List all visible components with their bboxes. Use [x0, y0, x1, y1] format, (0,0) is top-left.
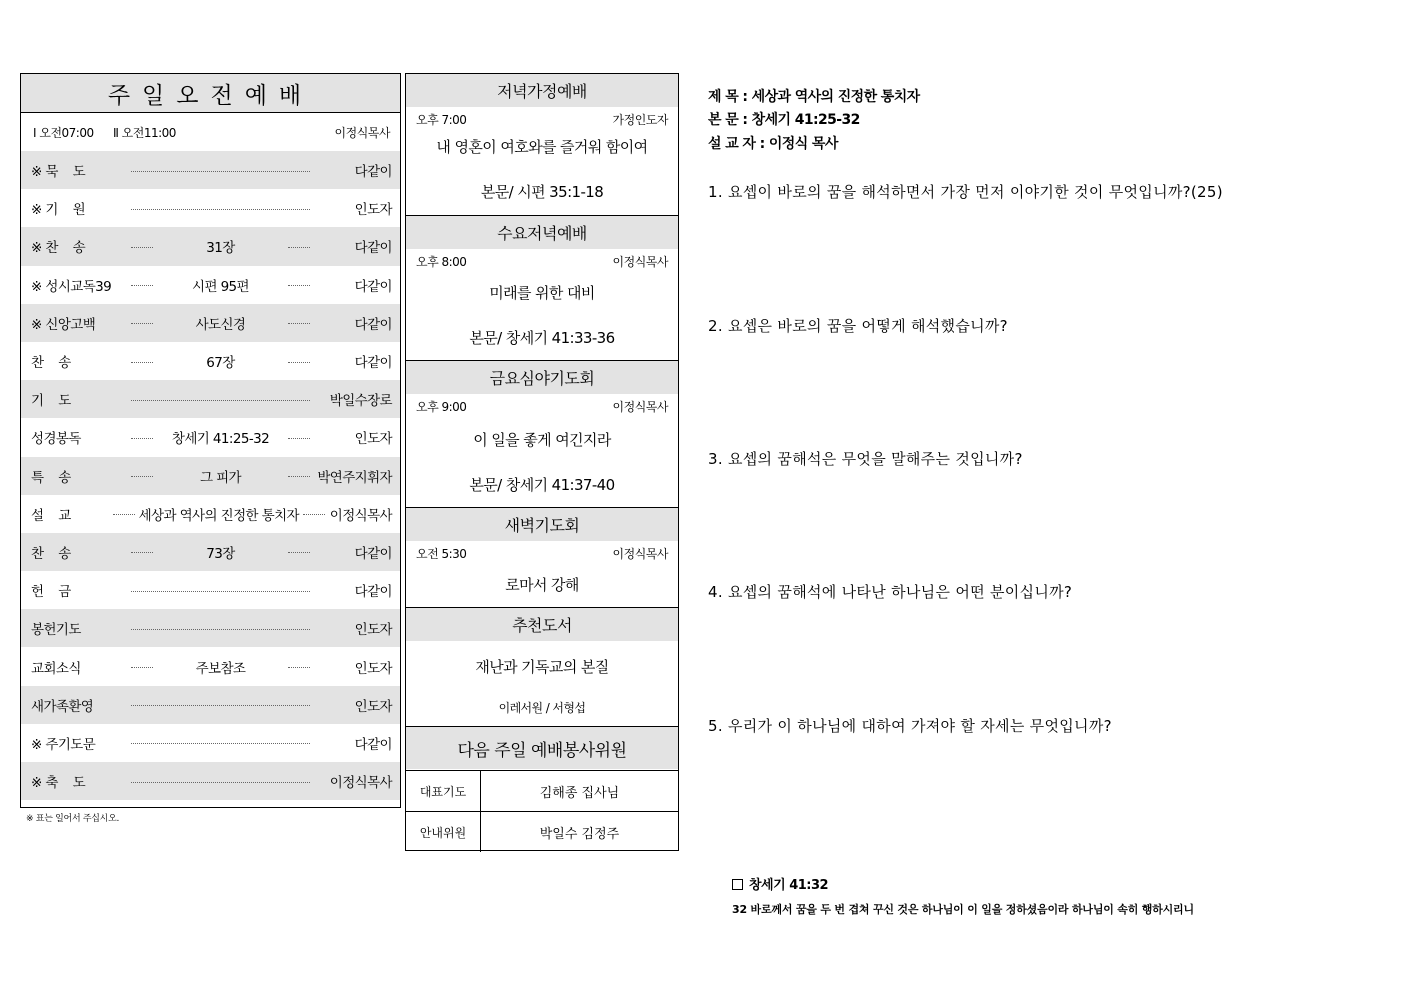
dot-leader [288, 285, 310, 286]
worship-order-row [21, 495, 400, 533]
sermon-preacher-line: 설 교 자 : 이정식 목사 [708, 136, 838, 152]
worship-order-person: 인도자 [354, 622, 392, 639]
dot-leader [288, 362, 310, 363]
worship-order-item: 73장 [206, 545, 235, 562]
evening-family-topic: 내 영혼이 여호와를 즐거워 함이여 [436, 138, 648, 156]
worship-order-row [21, 380, 400, 418]
worship-order-detail [127, 742, 314, 743]
dot-leader [288, 667, 310, 668]
wednesday-topic: 미래를 위한 대비 [489, 284, 595, 302]
worship-order-label: 찬 송 [31, 545, 71, 562]
service-times-row [21, 113, 400, 151]
next-week-title: 다음 주일 예배봉사위원 [406, 727, 678, 770]
question-4: 4. 요셉의 꿈해석에 나타난 하나님은 어떤 분이십니까? [708, 583, 1073, 601]
committee-role: 대표기도 [406, 771, 481, 811]
worship-order-person: 다같이 [354, 316, 392, 333]
wednesday-section [406, 216, 678, 361]
worship-order-item: 67장 [206, 355, 235, 372]
sermon-title-line: 제 목 : 세상과 역사의 진정한 통치자 [708, 89, 920, 105]
dot-leader [131, 743, 310, 744]
worship-order-detail [127, 628, 314, 629]
wednesday-info [406, 250, 678, 272]
worship-order-item: 31장 [206, 240, 235, 257]
worship-order-detail [127, 275, 314, 295]
committee-name: 김해종 집사님 [539, 785, 620, 801]
committee-role: 안내위원 [406, 812, 481, 852]
worship-order-label: 교회소식 [31, 660, 81, 677]
question-1: 1. 요셉이 바로의 꿈을 해석하면서 가장 먼저 이야기한 것이 무엇입니까?(25) [708, 183, 1223, 201]
worship-order-person: 이정식목사 [329, 775, 392, 792]
verse-text: 32 바로께서 꿈을 두 번 겹쳐 꾸신 것은 하나님이 이 일을 정하셨음이라 하나님이 속히 행하시리니 [732, 903, 1194, 916]
sermon-text-line: 본 문 : 창세기 41:25-32 [708, 112, 860, 128]
dawn-section [406, 508, 678, 608]
worship-order-person: 인도자 [354, 698, 392, 715]
friday-text: 본문/ 창세기 41:37-40 [469, 476, 615, 494]
dot-leader [303, 514, 325, 515]
worship-order-person: 인도자 [354, 202, 392, 219]
dot-leader [288, 323, 310, 324]
worship-order-person: 다같이 [354, 545, 392, 562]
service-time-2: Ⅱ 오전11:00 [112, 125, 176, 140]
worship-order-detail [109, 504, 329, 524]
dot-leader [131, 782, 310, 783]
question-3: 3. 요셉의 꿈해석은 무엇을 말해주는 것입니까? [708, 450, 1023, 468]
dot-leader [131, 323, 153, 324]
question-2: 2. 요셉은 바로의 꿈을 어떻게 해석했습니까? [708, 317, 1008, 335]
worship-order-person: 다같이 [354, 278, 392, 295]
dot-leader [113, 514, 135, 515]
friday-time: 오후 9:00 [416, 399, 467, 414]
worship-order-label: ※ 신앙고백 [31, 316, 96, 333]
worship-order-label: 헌 금 [31, 584, 71, 601]
worship-order-detail [127, 427, 314, 447]
dot-leader [131, 629, 310, 630]
worship-order-row [21, 533, 400, 571]
wednesday-leader: 이정식목사 [612, 254, 668, 269]
worship-order-detail [127, 466, 314, 486]
worship-order-label: ※ 축 도 [31, 775, 86, 792]
worship-order-detail [127, 208, 314, 209]
worship-order-person: 인도자 [354, 431, 392, 448]
worship-order-row [21, 227, 400, 265]
committee-row-prayer [406, 770, 678, 811]
worship-order-label: 설 교 [31, 507, 71, 524]
dot-leader [131, 209, 310, 210]
worship-order-row [21, 418, 400, 456]
worship-order-detail [127, 590, 314, 591]
evening-family-title: 저녁가정예배 [406, 74, 678, 108]
dot-leader [288, 552, 310, 553]
worship-order-row [21, 342, 400, 380]
dot-leader [131, 476, 153, 477]
worship-order-detail [127, 313, 314, 333]
worship-order-person: 인도자 [354, 660, 392, 677]
worship-order-person: 다같이 [354, 164, 392, 181]
worship-order-label: 찬 송 [31, 355, 71, 372]
dot-leader [131, 552, 153, 553]
next-week-section [406, 727, 678, 852]
verse-ref-text: 창세기 41:32 [749, 878, 829, 893]
worship-order-row [21, 686, 400, 724]
dot-leader [131, 247, 153, 248]
dot-leader [131, 171, 310, 172]
dot-leader [131, 362, 153, 363]
worship-order-row [21, 724, 400, 762]
evening-family-leader: 가정인도자 [612, 112, 668, 127]
wednesday-time: 오후 8:00 [416, 254, 467, 269]
committee-row-usher [406, 811, 678, 852]
worship-order-item: 세상과 역사의 진정한 통치자 [138, 507, 299, 524]
question-5: 5. 우리가 이 하나님에 대하여 가져야 할 자세는 무엇입니까? [708, 717, 1112, 735]
worship-order-detail [127, 542, 314, 562]
worship-order-detail [127, 236, 314, 256]
verse-reference [732, 874, 828, 893]
worship-order-detail [127, 704, 314, 705]
worship-order-label: ※ 기 원 [31, 202, 86, 219]
dawn-info [406, 542, 678, 564]
evening-family-time: 오후 7:00 [416, 112, 467, 127]
books-name: 재난과 기독교의 본질 [475, 658, 609, 676]
worship-order-person: 박연주지휘자 [317, 469, 392, 486]
worship-order-item: 시편 95편 [192, 278, 249, 295]
books-title: 추천도서 [406, 608, 678, 642]
worship-order-label: 기 도 [31, 393, 71, 410]
worship-order-person: 다같이 [354, 355, 392, 372]
worship-order-label: ※ 주기도문 [31, 736, 96, 753]
friday-section [406, 361, 678, 508]
weekly-schedule-column [405, 73, 679, 851]
dot-leader [288, 476, 310, 477]
worship-order-person: 이정식목사 [329, 507, 392, 524]
worship-order-label: ※ 찬 송 [31, 240, 86, 257]
dawn-time: 오전 5:30 [416, 546, 467, 561]
friday-leader: 이정식목사 [612, 399, 668, 414]
standing-footnote: ※ 표는 일어서 주십시오. [26, 814, 120, 824]
worship-order-row [21, 571, 400, 609]
sunday-service-title: 주일오전예배 [21, 74, 400, 113]
committee-name: 박일수 김정주 [539, 826, 620, 842]
worship-order-detail [127, 781, 314, 782]
dawn-leader: 이정식목사 [612, 546, 668, 561]
worship-order-item: 창세기 41:25-32 [171, 431, 270, 448]
worship-order-detail [127, 351, 314, 371]
dawn-topic: 로마서 강해 [505, 576, 579, 594]
worship-order-item: 사도신경 [195, 316, 246, 333]
dot-leader [131, 285, 153, 286]
wednesday-title: 수요저녁예배 [406, 216, 678, 250]
worship-order-row [21, 457, 400, 495]
worship-order-item: 주보참조 [195, 660, 246, 677]
dot-leader [131, 438, 153, 439]
worship-order-row [21, 151, 400, 189]
service-time-1: Ⅰ 오전07:00 [33, 125, 94, 140]
books-section [406, 608, 678, 727]
dot-leader [131, 591, 310, 592]
worship-order-label: 봉헌기도 [31, 622, 81, 639]
friday-topic: 이 일을 좋게 여긴지라 [473, 431, 611, 449]
dot-leader [131, 705, 310, 706]
evening-family-text: 본문/ 시편 35:1-18 [480, 183, 604, 201]
worship-order-label: ※ 묵 도 [31, 164, 86, 181]
worship-order-label: 새가족환영 [31, 698, 94, 715]
sunday-service-box [20, 73, 401, 808]
worship-order-person: 박일수장로 [329, 393, 392, 410]
worship-order-detail [127, 170, 314, 171]
worship-order-item: 그 피가 [199, 469, 241, 486]
wednesday-text: 본문/ 창세기 41:33-36 [469, 329, 615, 347]
worship-order-row [21, 762, 400, 800]
worship-order-person: 다같이 [354, 584, 392, 601]
dot-leader [131, 667, 153, 668]
worship-order-label: 성경봉독 [31, 431, 81, 448]
order-of-worship [21, 151, 400, 800]
worship-order-row [21, 189, 400, 227]
books-publisher: 이레서원 / 서형섭 [498, 701, 586, 715]
dot-leader [288, 438, 310, 439]
evening-family-info [406, 108, 678, 130]
dawn-title: 새벽기도회 [406, 508, 678, 542]
square-bullet-icon [732, 879, 743, 890]
friday-info [406, 395, 678, 417]
worship-order-person: 다같이 [354, 240, 392, 257]
worship-order-row [21, 304, 400, 342]
dot-leader [288, 247, 310, 248]
friday-title: 금요심야기도회 [406, 361, 678, 395]
worship-order-label: 특 송 [31, 469, 71, 486]
worship-order-row [21, 647, 400, 685]
worship-order-row [21, 266, 400, 304]
worship-order-person: 다같이 [354, 736, 392, 753]
worship-order-label: ※ 성시교독39 [31, 278, 112, 295]
dot-leader [131, 400, 310, 401]
worship-order-row [21, 609, 400, 647]
evening-family-section [406, 74, 678, 216]
service-pastor: 이정식목사 [334, 125, 390, 140]
worship-order-detail [127, 657, 314, 677]
worship-order-detail [127, 399, 314, 400]
